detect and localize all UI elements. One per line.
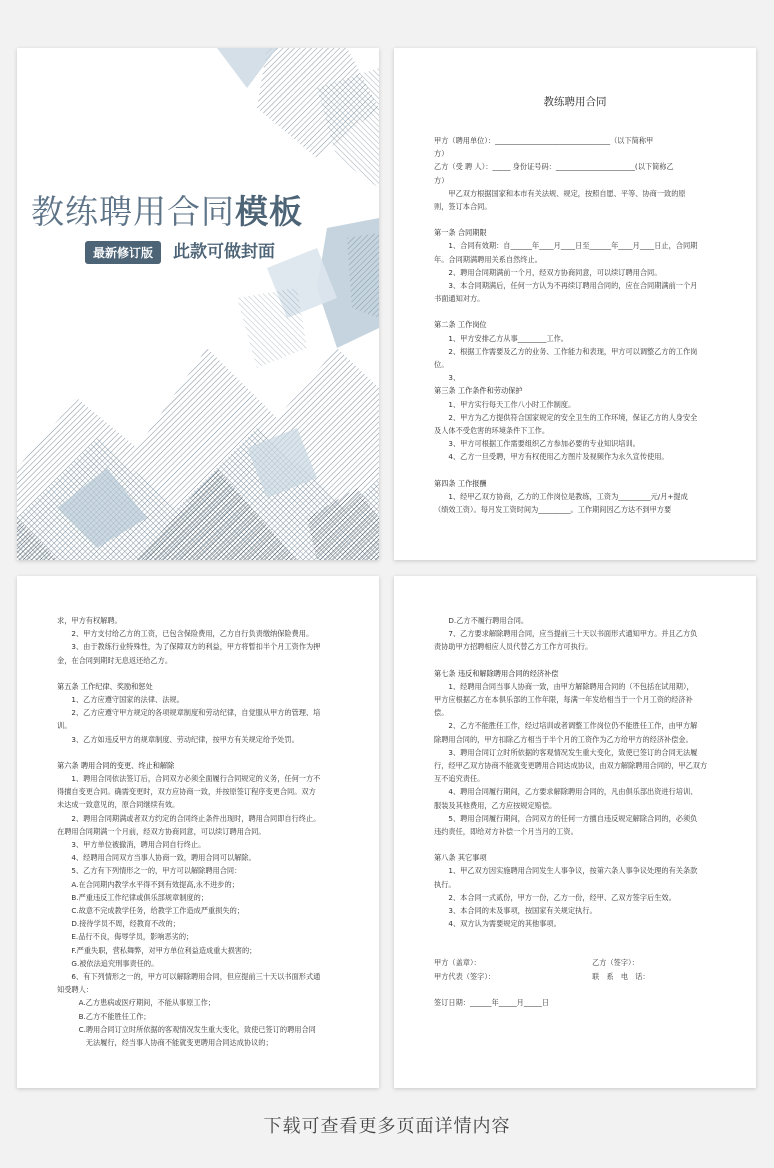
text-line: 得擅自变更合同。确需变更时，双方应协商一致，并按原签订程序变更合同。双方 [57,787,316,797]
blank-line [434,930,720,943]
text-line: 在聘用合同期满一个月前，经双方协商同意，可以续订聘用合同。 [57,826,266,836]
text-line: 1、乙方应遵守国家的法律、法规。 [57,695,184,705]
text-line: 甲方应根据乙方在本俱乐部的工作年限，每满一年发给相当于一个月工资的经济补 [434,695,693,705]
text-line: 甲方（聘用单位）：________________________________（以下简称甲 [434,136,654,145]
cover-title [31,186,303,233]
contract-page-3 [394,576,756,1088]
cover-subtitle: 此款可做封面 [173,242,275,262]
contract-body [434,614,720,1009]
text-line: 书面通知对方。 [434,294,485,304]
blank-line [434,943,720,956]
contract-page-2 [17,576,379,1088]
text-line: 2、根据工作需要及乙方的业务、工作能力和表现，甲方可以调整乙方的工作岗 [434,346,698,356]
text-line: B.乙方不能胜任工作； [57,1011,151,1021]
section-heading: 第三条 工作条件和劳动保护 [434,386,523,396]
text-line: 甲方代表（签字）： 联 系 电 话： [434,971,650,981]
text-line: 训。 [57,721,72,731]
text-line: 年。合同期满聘用关系自然终止。 [434,254,542,264]
text-line: 1、经甲乙双方协商，乙方的工作岗位是教练，工资为_________元/月+提成 [434,491,688,501]
text-line: A.乙方患病或医疗期间，不能从事原工作； [57,998,216,1008]
blank-line [57,667,343,680]
text-line: 2、甲方支付给乙方的工资，已包含保险费用，乙方自行负责缴纳保险费用。 [57,629,314,639]
blank-line [434,464,720,477]
text-line: C.故意不完成教学任务，给教学工作造成严重损失的； [57,906,244,916]
text-line: 4、双方认为需要规定的其他事项。 [434,919,561,929]
text-line: 3、甲方可根据工作需要组织乙方参加必要的专业知识培训。 [434,439,640,449]
text-line: 1、聘用合同依法签订后，合同双方必须全面履行合同规定的义务，任何一方不 [57,774,321,784]
text-line: 则，签订本合同。 [434,202,492,212]
text-line: 甲方（盖章）： 乙方（签字）： [434,958,639,968]
text-line: 及人体不受危害的环境条件下工作。 [434,426,550,436]
section-heading: 第六条 聘用合同的变更、终止和解除 [57,760,175,770]
text-line: 2、乙方应遵守甲方规定的各项规章制度和劳动纪律，自觉服从甲方的管理、培 [57,708,321,718]
text-line: D.乙方不履行聘用合同。 [434,616,529,625]
text-line: 3、本合同的未及事项，按国家有关规定执行。 [434,906,597,916]
blank-line [434,654,720,667]
text-line: A.在合同期内教学水平得不到有效提高,永不进步的； [57,879,239,889]
cover-page [17,48,379,560]
cover-title-emphasis: 模板 [235,192,303,231]
text-line: 方） [434,175,449,185]
section-heading: 第一条 合同期限 [434,228,487,238]
text-line: 4、聘用合同履行期间，乙方要求解除聘用合同的，凡由俱乐部出资进行培训、 [434,787,698,797]
text-line: 2、聘用合同期满前一个月，经双方协商同意，可以续订聘用合同。 [434,267,662,277]
text-line: 6、有下列情形之一的，甲方可以解除聘用合同，但应提前三十天以书面形式通 [57,972,321,982]
text-line: C.聘用合同订立时所依据的客观情况发生重大变化，致使已签订的聘用合同 [57,1024,316,1034]
text-line: 求，甲方有权解聘。 [57,616,122,625]
text-line: 位。 [434,360,449,370]
text-line: 5、乙方有下列情形之一的，甲方可以解除聘用合同： [57,866,242,876]
text-line: 4、经聘用合同双方当事人协商一致，聘用合同可以解除。 [57,853,256,863]
section-heading: 第二条 工作岗位 [434,320,487,330]
text-line: 知受聘人： [57,985,93,995]
cover-title-main: 教练聘用合同 [31,192,235,231]
text-line: 2、乙方不能胜任工作，经过培训或者调整工作岗位仍不能胜任工作，由甲方解 [434,721,698,731]
text-line: 金，在合同到期时无息返还给乙方。 [57,655,173,665]
text-line: 签订日期：______年_____月_____日 [434,997,550,1007]
blank-line [434,305,720,318]
text-line: 3、 [434,373,461,383]
section-heading: 第八条 其它事项 [434,853,487,863]
contract-title: 教练聘用合同 [543,96,607,108]
text-line: 方） [434,149,449,159]
text-line: 5、聘用合同履行期间，合同双方的任何一方擅自违反规定解除合同的，必须负 [434,813,698,823]
text-line: 1、甲乙双方因实施聘用合同发生人事争议，按第六条人事争议处理的有关条款 [434,866,698,876]
download-hint: 下载可查看更多页面详情内容 [263,1116,511,1137]
text-line: 未达成一致意见的，原合同继续有效。 [57,800,180,810]
text-line: 4、乙方一旦受聘，甲方有权使用乙方图片及视频作为永久宣传使用。 [434,452,669,462]
text-line: 除聘用合同的，甲方扣除乙方相当于半个月的工资作为乙方给甲方的经济补偿金。 [434,734,693,744]
text-line: F.严重失职，营私舞弊，对甲方单位利益造成重大损害的； [57,945,257,955]
text-line: 1、经聘用合同当事人协商一致，由甲方解除聘用合同的（不包括在试用期）， [434,681,694,691]
text-line: 违约责任，即给对方补偿一个月当月的工资。 [434,827,578,837]
text-line: 3、由于教练行业特殊性，为了保障双方的利益，甲方将暂扣半个月工资作为押 [57,642,321,652]
text-line: 3、甲方单位被撤消，聘用合同自行终止。 [57,840,206,850]
text-line: D.接待学员不周，经教育不改的； [57,919,180,929]
blank-line [434,838,720,851]
text-line: E.品行不良，侮辱学员，影响恶劣的； [57,932,194,942]
section-heading: 第七条 违反和解除聘用合同的经济补偿 [434,668,559,678]
cover-badge: 最新修订版 [85,241,161,264]
text-line: 偿。 [434,708,449,718]
blank-line [57,746,343,759]
section-heading: 第五条 工作纪律、奖励和惩处 [57,681,153,691]
text-line: 乙方（受 聘 人）：_____ 身份证号码：______________________(以下简称乙 [434,162,674,172]
text-line: 2、本合同一式贰份，甲方一份，乙方一份，经甲、乙双方签字后生效。 [434,892,676,902]
text-line: G.被依法追究刑事责任的。 [57,958,159,968]
text-line: 3、乙方如违反甲方的规章制度、劳动纪律，按甲方有关规定给予处罚。 [57,734,299,744]
text-line: 2、甲方为乙方提供符合国家规定的安全卫生的工作环境，保证乙方的人身安全 [434,412,698,422]
text-line: 行，经甲乙双方协商不能就变更聘用合同达成协议，由双方解除聘用合同的，甲乙双方 [434,761,708,771]
cover-geometric-art [17,48,379,560]
text-line: 3、本合同期满后，任何一方认为不再续订聘用合同的，应在合同期满前一个月 [434,281,698,291]
text-line: B.严重违反工作纪律或俱乐部规章制度的； [57,892,208,902]
text-line: 1、甲方安排乙方从事________工作。 [434,333,568,343]
text-line: 互不追究责任。 [434,774,485,784]
text-line: 执行。 [434,879,456,889]
text-line: 1、合同有效期：自______年____月____日至______年____月____日止，合同期 [434,241,698,251]
contract-body [434,134,720,516]
section-heading: 第四条 工作报酬 [434,478,487,488]
contract-body [57,614,343,1049]
text-line: 责协助甲方招聘相应人员代替乙方工作方可执行。 [434,642,593,652]
contract-page-1 [394,48,756,560]
blank-line [434,983,720,996]
text-line: 服装及其他费用，乙方应按规定赔偿。 [434,800,557,810]
text-line: 3、聘用合同订立时所依据的客观情况发生重大变化，致使已签订的合同无法履 [434,747,698,757]
text-line: 2、聘用合同期满或者双方约定的合同终止条件出现时，聘用合同即自行终止。 [57,813,321,823]
text-line: （绩效工资）。每月发工资时间为_________。工作期间因乙方达不到甲方要 [434,505,672,515]
text-line: 1、甲方实行每天工作八小时工作制度。 [434,399,576,409]
text-line: 7、乙方要求解除聘用合同，应当提前三十天以书面形式通知甲方。并且乙方负 [434,629,698,639]
text-line: 甲乙双方根据国家和本市有关法规、规定，按照自愿、平等、协商一致的原 [434,188,686,198]
text-line: 无法履行，经当事人协商不能就变更聘用合同达成协议的； [57,1038,273,1048]
blank-line [434,213,720,226]
